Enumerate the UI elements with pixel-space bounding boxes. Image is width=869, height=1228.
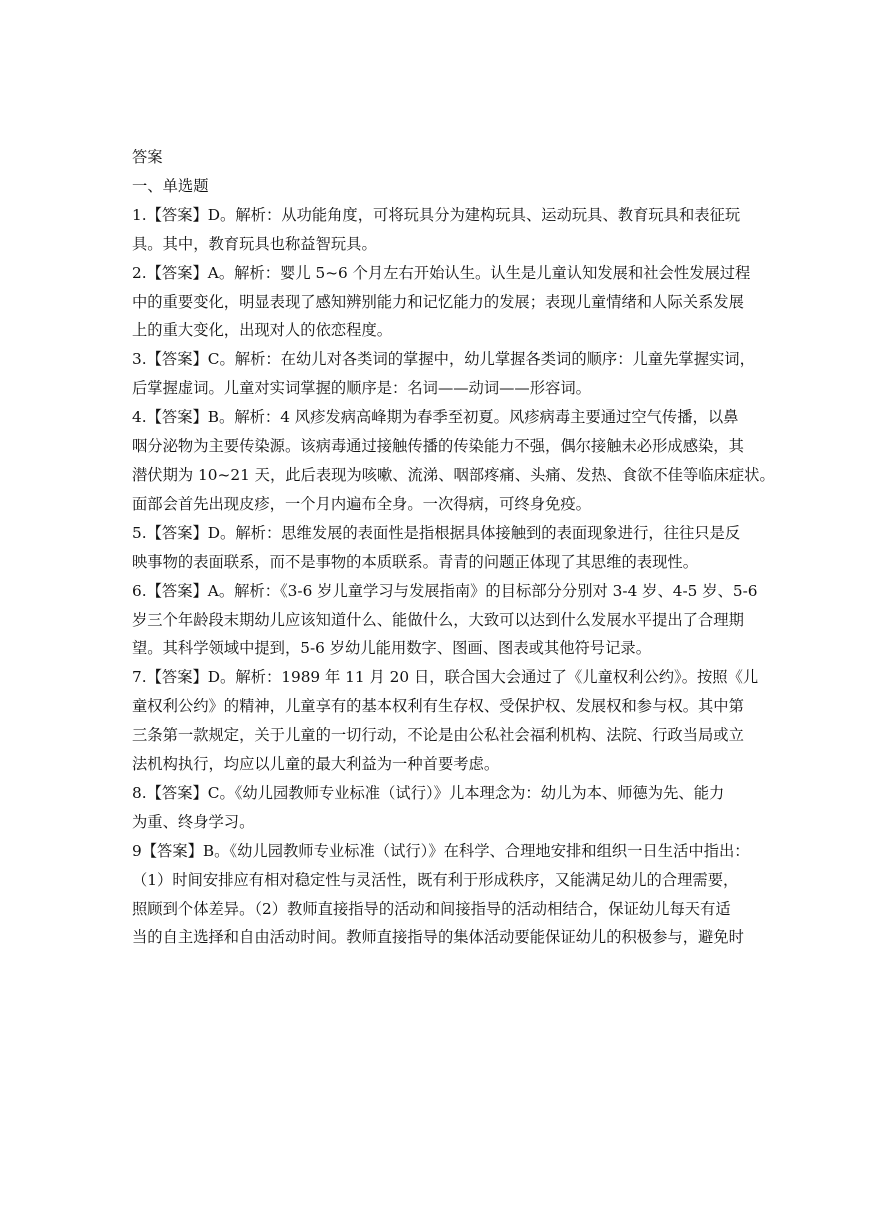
answer-line: 中的重要变化，明显表现了感知辨别能力和记忆能力的发展；表现儿童情绪和人际关系发展 xyxy=(132,292,744,311)
answer-line: 岁三个年龄段末期幼儿应该知道什么、能做什么，大致可以达到什么发展水平提出了合理期 xyxy=(132,610,744,629)
answer-line: 童权利公约》的精神，儿童享有的基本权利有生存权、受保护权、发展权和参与权。其中第 xyxy=(132,697,744,716)
answer-line: 三条第一款规定，关于儿童的一切行动，不论是由公私社会福利机构、法院、行政当局或立 xyxy=(132,726,744,745)
answer-line: 9【答案】B。《幼儿园教师专业标准（试行）》在科学、合理地安排和组织一日生活中指出： xyxy=(132,841,750,860)
answer-line: 3.【答案】C。解析：在幼儿对各类词的掌握中，幼儿掌握各类词的顺序：儿童先掌握实词， xyxy=(132,350,755,369)
answer-line: 具。其中，教育玩具也称益智玩具。 xyxy=(132,234,377,253)
answer-item-1 xyxy=(132,201,741,259)
answer-line: （1）时间安排应有相对稳定性与灵活性，既有利于形成秩序，又能满足幼儿的合理需要， xyxy=(132,870,739,889)
answer-item-5 xyxy=(132,519,741,577)
answer-item-8 xyxy=(132,779,737,837)
answer-line: 潜伏期为 10~21 天，此后表现为咳嗽、流涕、咽部疼痛、头痛、发热、食欲不佳等临床症状。 xyxy=(132,465,775,484)
answer-item-4 xyxy=(132,403,775,519)
answer-line: 映事物的表面联系，而不是事物的本质联系。青青的问题正体现了其思维的表现性。 xyxy=(132,552,698,571)
answer-line: 后掌握虚词。儿童对实词掌握的顺序是：名词——动词——形容词。 xyxy=(132,379,591,398)
answer-line: 1.【答案】D。解析：从功能角度，可将玩具分为建构玩具、运动玩具、教育玩具和表征玩 xyxy=(132,205,741,224)
answer-item-2 xyxy=(132,259,751,346)
answer-line: 当的自主选择和自由活动时间。教师直接指导的集体活动要能保证幼儿的积极参与，避免时 xyxy=(132,928,744,947)
answer-line: 5.【答案】D。解析：思维发展的表面性是指根据具体接触到的表面现象进行，往往只是反 xyxy=(132,523,741,542)
answer-line: 上的重大变化，出现对人的依恋程度。 xyxy=(132,321,393,340)
answer-line: 4.【答案】B。解析：4 风疹发病高峰期为春季至初夏。风疹病毒主要通过空气传播，以鼻 xyxy=(132,408,739,427)
answer-line: 8.【答案】C。《幼儿园教师专业标准（试行）》儿本理念为：幼儿为本、师德为先、能力 xyxy=(132,783,725,802)
answer-line: 2.【答案】A。解析：婴儿 5~6 个月左右开始认生。认生是儿童认知发展和社会性发展过程 xyxy=(132,263,751,282)
answer-item-7 xyxy=(132,663,759,779)
answer-item-6 xyxy=(132,577,758,664)
section-heading: 一、单选题 xyxy=(132,176,209,195)
answer-line: 法机构执行，均应以儿童的最大利益为一种首要考虑。 xyxy=(132,755,500,774)
answer-line: 为重、终身学习。 xyxy=(132,812,255,831)
answer-item-9 xyxy=(132,837,750,953)
answer-item-3 xyxy=(132,345,755,403)
answer-line: 面部会首先出现皮疹，一个月内遍布全身。一次得病，可终身免疫。 xyxy=(132,494,591,513)
answer-line: 咽分泌物为主要传染源。该病毒通过接触传播的传染能力不强，偶尔接触未必形成感染，其 xyxy=(132,437,744,456)
answer-line: 6.【答案】A。解析：《3-6 岁儿童学习与发展指南》的目标部分分别对 3-4 岁、4-5 岁、5-6 xyxy=(132,581,758,600)
answer-line: 望。其科学领域中提到，5-6 岁幼儿能用数字、图画、图表或其他符号记录。 xyxy=(132,639,651,658)
answer-line: 照顾到个体差异。（2）教师直接指导的活动和间接指导的活动相结合，保证幼儿每天有适 xyxy=(132,899,731,918)
answer-line: 7.【答案】D。解析：1989 年 11 月 20 日，联合国大会通过了《儿童权利公约》。按照《儿 xyxy=(132,668,759,687)
answer-document xyxy=(132,143,775,952)
document-title: 答案 xyxy=(132,148,163,166)
